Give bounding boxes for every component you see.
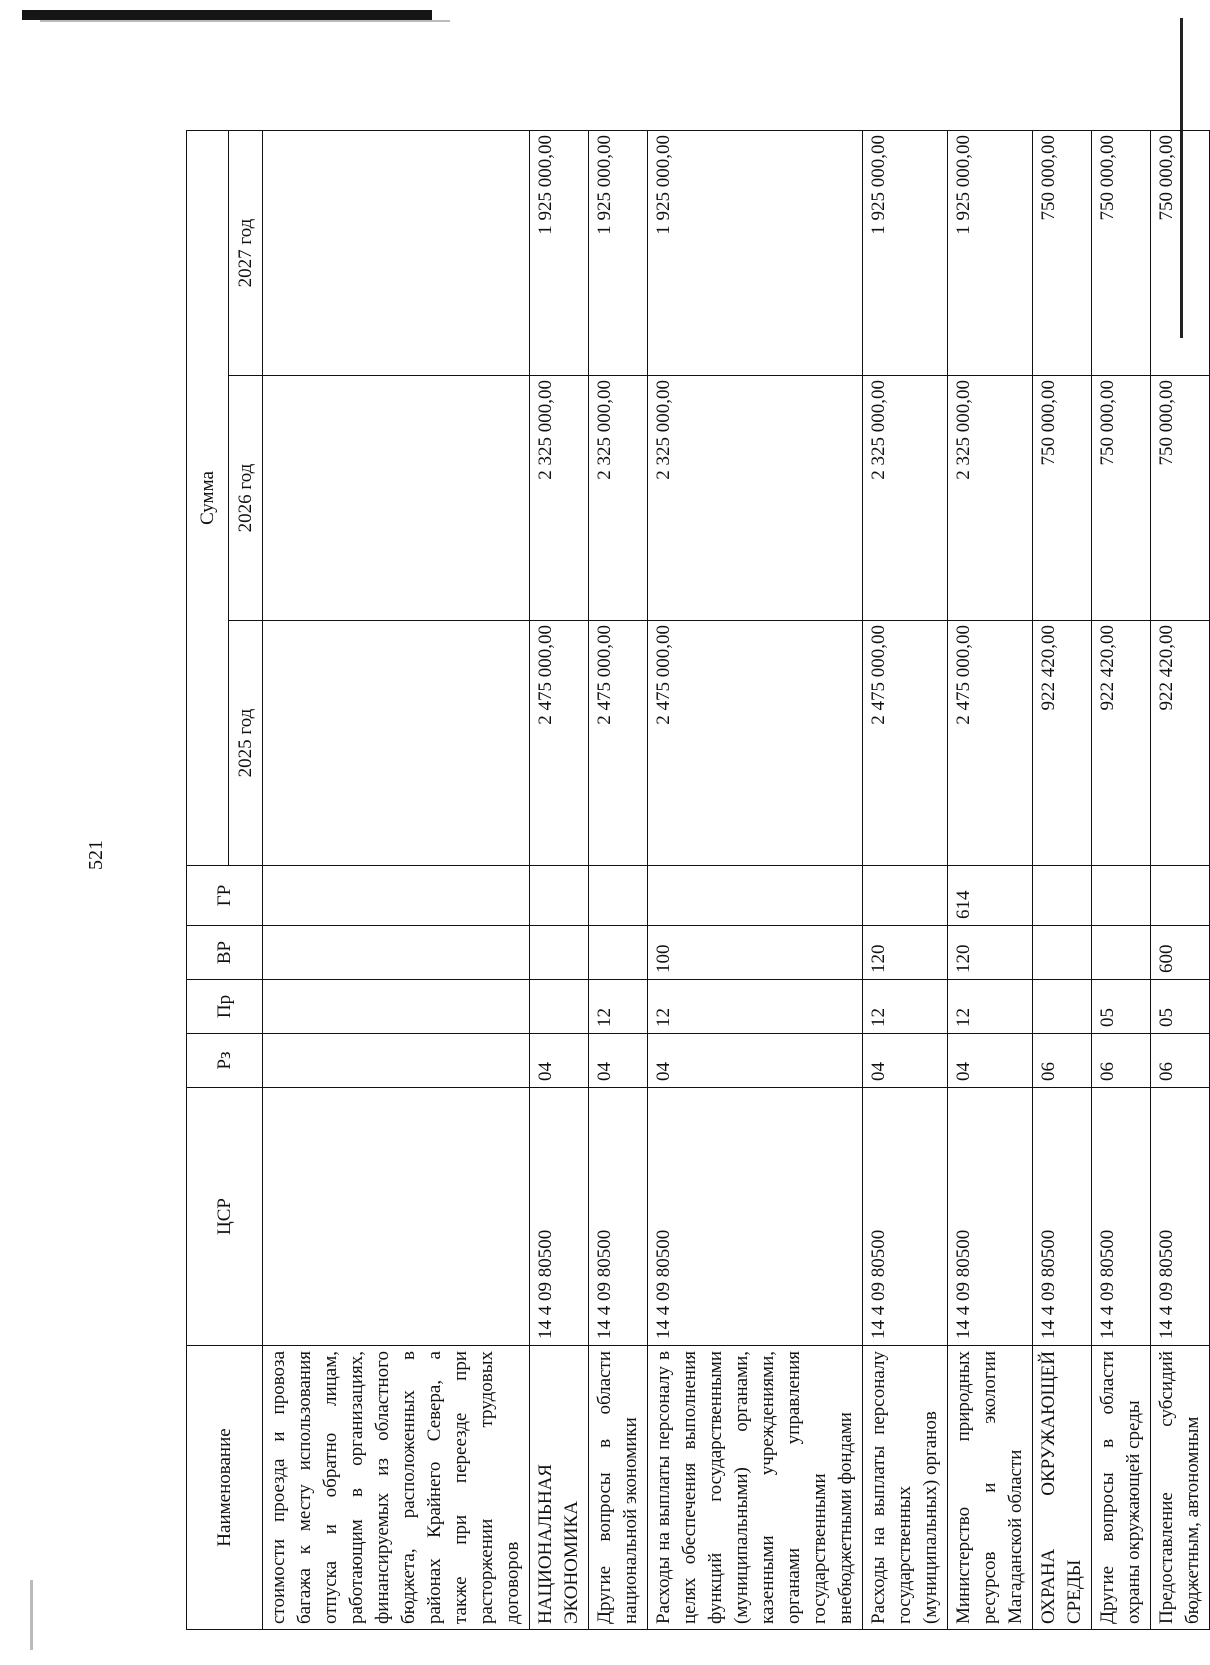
cell-y2027: 1 925 000,00 <box>530 130 589 375</box>
header-pr: Пр <box>187 980 263 1034</box>
cell-name: Министерство природных ресурсов и экологии Магаданской области <box>948 1346 1033 1630</box>
cell-rz: 04 <box>648 1034 863 1088</box>
cell-y2027 <box>263 130 530 375</box>
cell-gr <box>1151 866 1210 926</box>
cell-csr: 14 4 09 80500 <box>1092 1088 1151 1346</box>
header-gr: ГР <box>187 866 263 926</box>
table-row <box>1092 130 1151 1629</box>
scan-shadow-bar <box>22 10 432 20</box>
cell-csr: 14 4 09 80500 <box>1151 1088 1210 1346</box>
header-name: Наименование <box>187 1346 263 1630</box>
cell-csr: 14 4 09 80500 <box>863 1088 948 1346</box>
cell-rz: 04 <box>863 1034 948 1088</box>
cell-pr <box>263 980 530 1034</box>
cell-name: НАЦИОНАЛЬНАЯ ЭКОНОМИКА <box>530 1346 589 1630</box>
cell-gr <box>863 866 948 926</box>
page-number: 521 <box>85 840 107 870</box>
cell-name: Расходы на выплаты персоналу государственных (муниципальных) органов <box>863 1346 948 1630</box>
cell-csr: 14 4 09 80500 <box>948 1088 1033 1346</box>
cell-y2027: 1 925 000,00 <box>948 130 1033 375</box>
cell-vr <box>1092 926 1151 980</box>
header-year-2025: 2025 год <box>229 621 263 866</box>
cell-rz: 04 <box>948 1034 1033 1088</box>
cell-rz: 06 <box>1151 1034 1210 1088</box>
cell-csr <box>263 1088 530 1346</box>
cell-y2025: 2 475 000,00 <box>530 621 589 866</box>
cell-y2027: 1 925 000,00 <box>648 130 863 375</box>
cell-y2026: 2 325 000,00 <box>863 376 948 621</box>
cell-gr <box>589 866 648 926</box>
cell-rz <box>263 1034 530 1088</box>
cell-pr: 12 <box>948 980 1033 1034</box>
cell-y2027: 750 000,00 <box>1092 130 1151 375</box>
cell-y2025 <box>263 621 530 866</box>
cell-csr: 14 4 09 80500 <box>1033 1088 1092 1346</box>
header-vr: ВР <box>187 926 263 980</box>
cell-gr <box>648 866 863 926</box>
cell-name: Другие вопросы в области охраны окружающей среды <box>1092 1346 1151 1630</box>
cell-gr: 614 <box>948 866 1033 926</box>
cell-y2027: 1 925 000,00 <box>589 130 648 375</box>
cell-vr: 100 <box>648 926 863 980</box>
table-row <box>1033 130 1092 1629</box>
cell-y2027: 750 000,00 <box>1033 130 1092 375</box>
header-sum: Сумма <box>187 130 229 865</box>
rotated-table-container <box>186 130 1203 1630</box>
table-header-row <box>187 130 229 1629</box>
cell-y2025: 922 420,00 <box>1151 621 1210 866</box>
scan-edge-left <box>30 1580 33 1650</box>
cell-csr: 14 4 09 80500 <box>589 1088 648 1346</box>
cell-rz: 06 <box>1033 1034 1092 1088</box>
cell-y2026: 750 000,00 <box>1092 376 1151 621</box>
cell-y2025: 2 475 000,00 <box>589 621 648 866</box>
cell-name: стоимости проезда и провоза багажа к месту использования отпуска и обратно лицам, работающим в организациях, финансируемых из областного бюджета, расположенных в районах Крайнего Севера, а также при переезде при расторжении трудовых договоров <box>263 1346 530 1630</box>
cell-csr: 14 4 09 80500 <box>648 1088 863 1346</box>
cell-rz: 06 <box>1092 1034 1151 1088</box>
cell-pr: 12 <box>863 980 948 1034</box>
header-rz: Рз <box>187 1034 263 1088</box>
cell-y2026: 2 325 000,00 <box>948 376 1033 621</box>
cell-gr <box>1092 866 1151 926</box>
header-year-2027: 2027 год <box>229 130 263 375</box>
cell-pr: 12 <box>589 980 648 1034</box>
cell-y2025: 922 420,00 <box>1033 621 1092 866</box>
cell-pr <box>530 980 589 1034</box>
cell-vr <box>589 926 648 980</box>
cell-rz: 04 <box>589 1034 648 1088</box>
budget-table <box>186 130 1210 1630</box>
cell-gr <box>1033 866 1092 926</box>
table-row <box>530 130 589 1629</box>
cell-y2026: 2 325 000,00 <box>530 376 589 621</box>
cell-y2027: 1 925 000,00 <box>863 130 948 375</box>
cell-gr <box>263 866 530 926</box>
header-year-2026: 2026 год <box>229 376 263 621</box>
table-row <box>1151 130 1210 1629</box>
cell-y2025: 2 475 000,00 <box>863 621 948 866</box>
cell-y2027: 750 000,00 <box>1151 130 1210 375</box>
cell-y2026: 2 325 000,00 <box>589 376 648 621</box>
table-row <box>863 130 948 1629</box>
cell-name: ОХРАНА ОКРУЖАЮЩЕЙ СРЕДЫ <box>1033 1346 1092 1630</box>
cell-name: Расходы на выплаты персоналу в целях обеспечения выполнения функций государственными (муниципальными) органами, казенными учреждениями, органами управления государственными внебюджетными фондами <box>648 1346 863 1630</box>
cell-y2025: 2 475 000,00 <box>648 621 863 866</box>
cell-csr: 14 4 09 80500 <box>530 1088 589 1346</box>
cell-vr: 120 <box>948 926 1033 980</box>
table-row <box>948 130 1033 1629</box>
cell-name: Предоставление субсидий бюджетным, автономным <box>1151 1346 1210 1630</box>
cell-name: Другие вопросы в области национальной экономики <box>589 1346 648 1630</box>
cell-vr <box>1033 926 1092 980</box>
table-row <box>263 130 530 1629</box>
cell-pr: 05 <box>1151 980 1210 1034</box>
table-row <box>648 130 863 1629</box>
cell-vr <box>263 926 530 980</box>
cell-y2026 <box>263 376 530 621</box>
cell-pr <box>1033 980 1092 1034</box>
cell-y2025: 2 475 000,00 <box>948 621 1033 866</box>
cell-y2026: 2 325 000,00 <box>648 376 863 621</box>
table-row <box>589 130 648 1629</box>
cell-rz: 04 <box>530 1034 589 1088</box>
cell-pr: 12 <box>648 980 863 1034</box>
cell-y2025: 922 420,00 <box>1092 621 1151 866</box>
cell-vr <box>530 926 589 980</box>
header-csr: ЦСР <box>187 1088 263 1346</box>
cell-vr: 120 <box>863 926 948 980</box>
cell-gr <box>530 866 589 926</box>
cell-vr: 600 <box>1151 926 1210 980</box>
cell-y2026: 750 000,00 <box>1151 376 1210 621</box>
scan-shadow-line <box>40 20 450 22</box>
cell-pr: 05 <box>1092 980 1151 1034</box>
cell-y2026: 750 000,00 <box>1033 376 1092 621</box>
